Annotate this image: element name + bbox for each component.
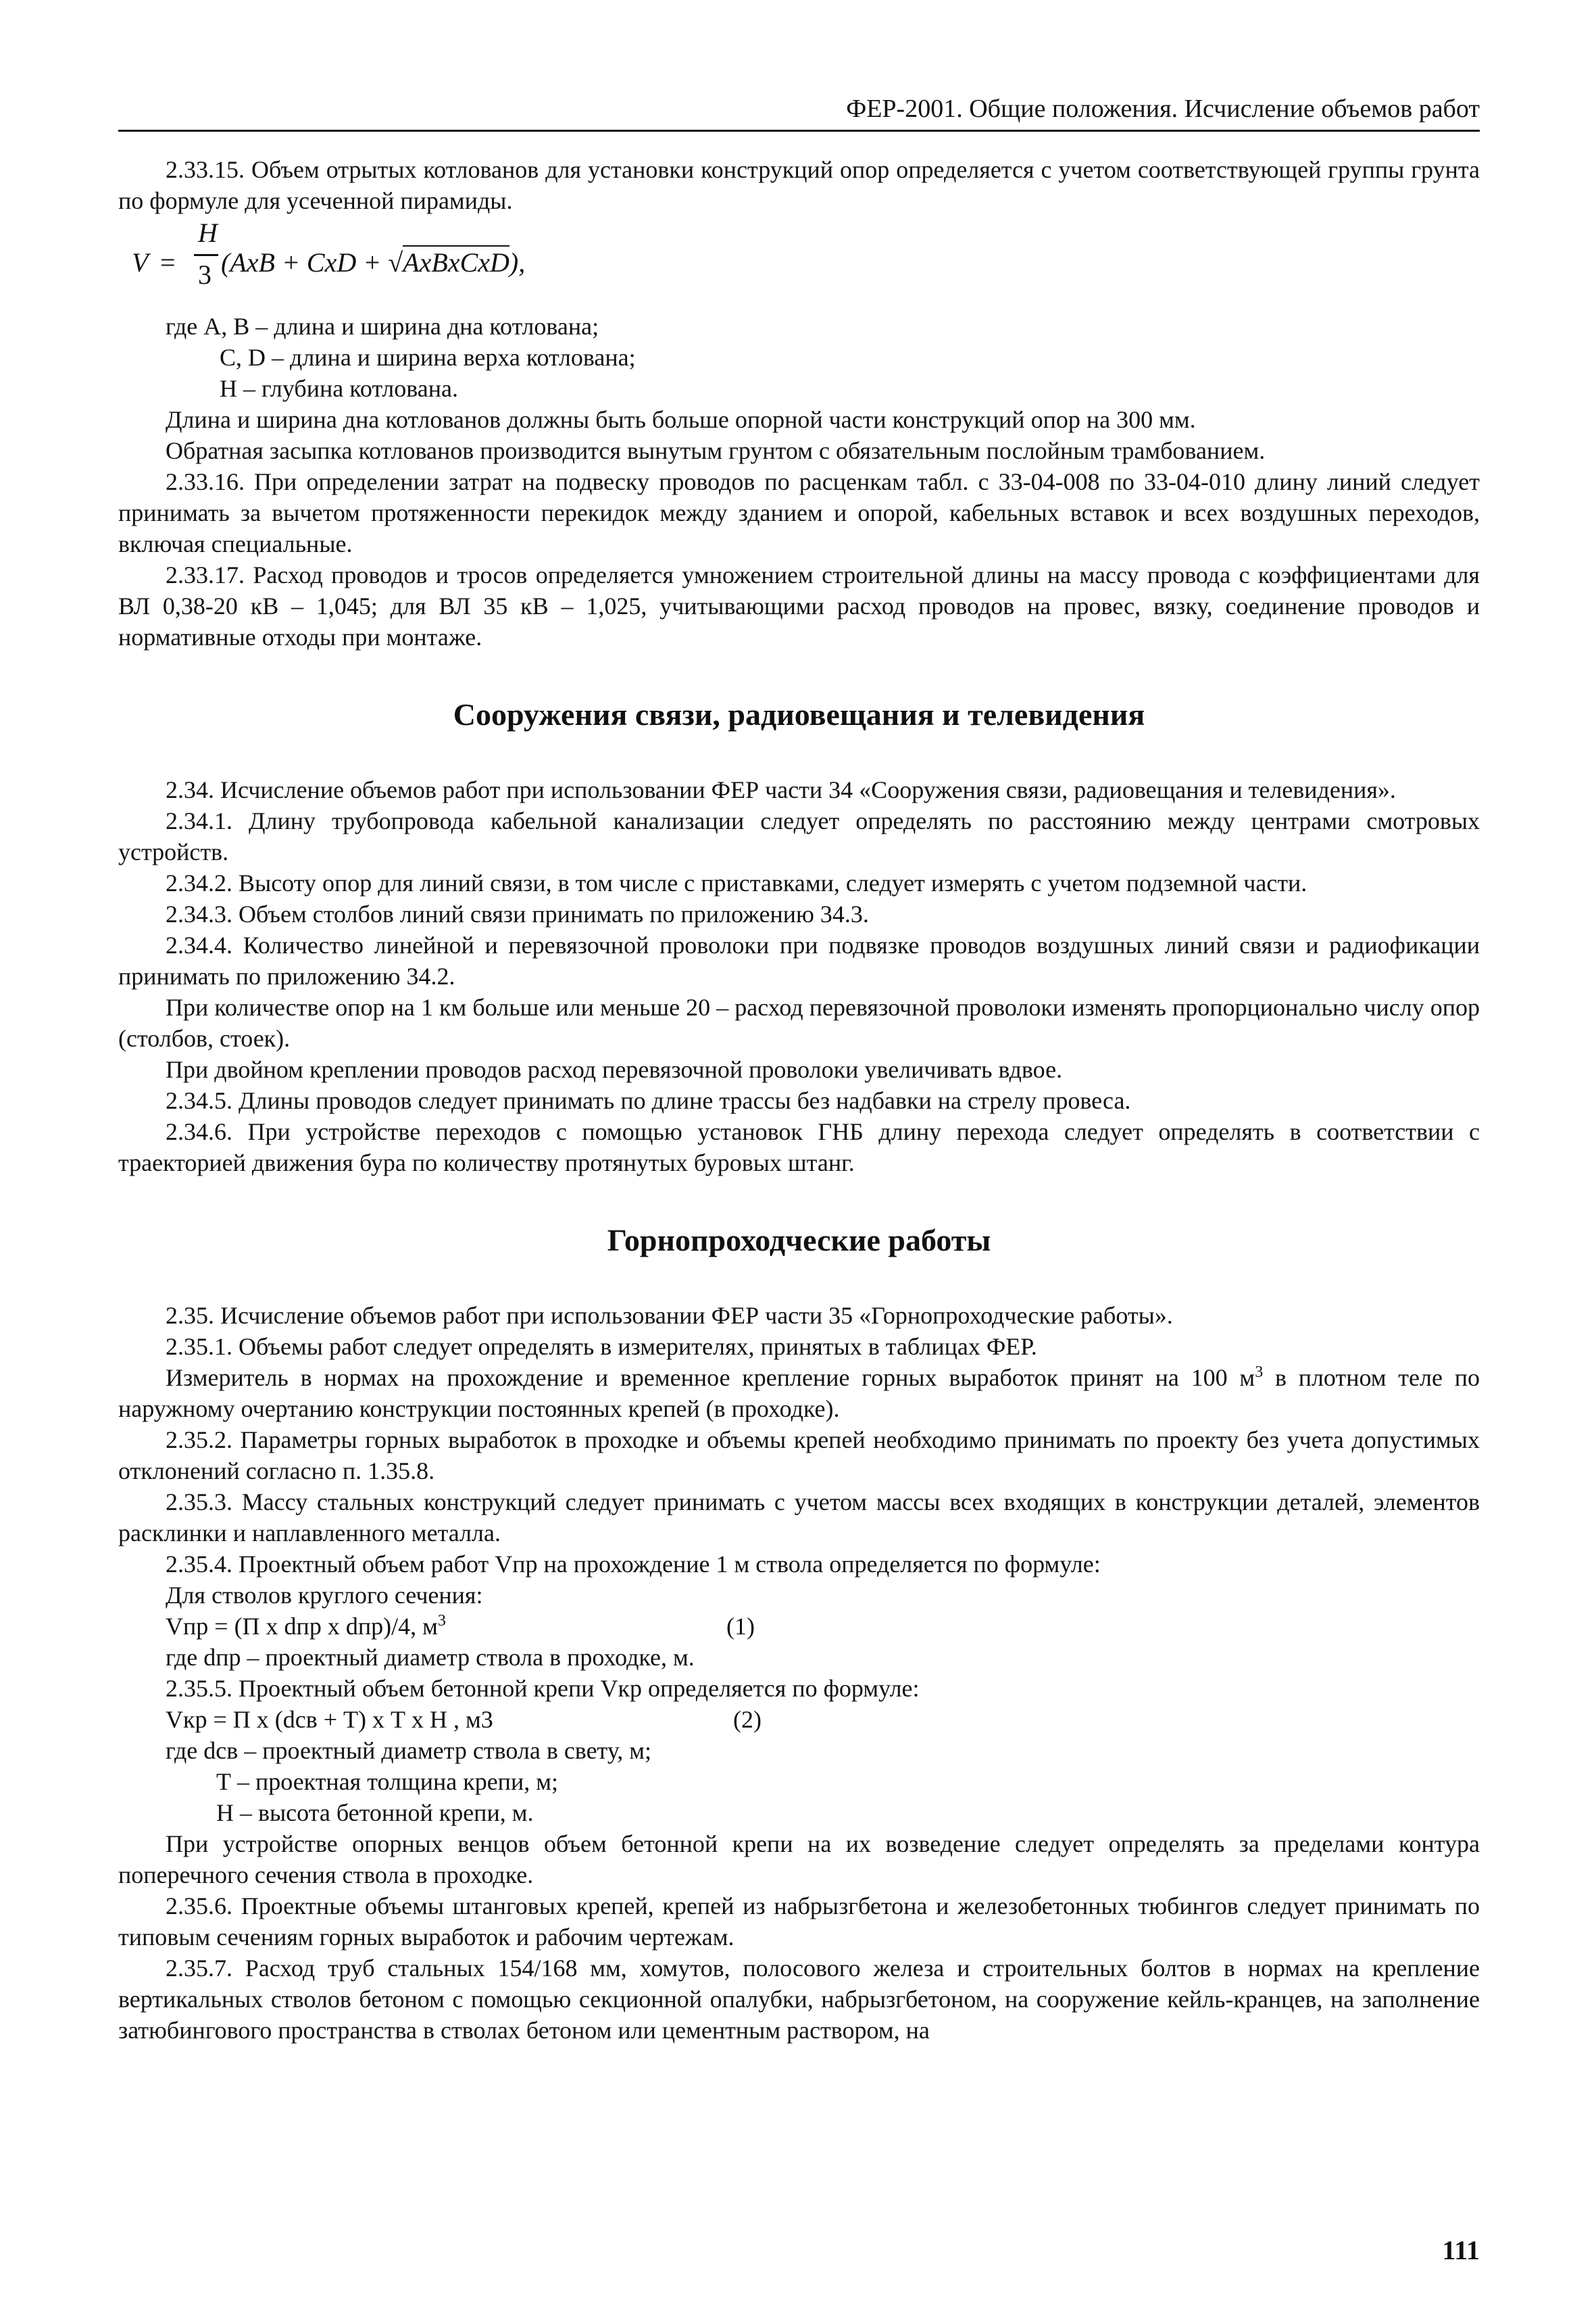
equation-1-text: Vпр = (П x dпр x dпр)/4, м xyxy=(166,1613,438,1640)
equation-1-where: где dпр – проектный диаметр ствола в проходке, м. xyxy=(166,1644,695,1671)
paragraph-2-34-1: 2.34.1. Длину трубопровода кабельной канализации следует определять по расстоянию между центрами смотровых устройств. xyxy=(118,807,1480,865)
sqrt-argument: AxBxCxD xyxy=(403,245,509,278)
where-line-h: Н – глубина котлована. xyxy=(220,375,458,402)
paragraph-meter xyxy=(118,1362,1480,1424)
formula-numerator: H xyxy=(198,218,218,248)
section-heading-communications: Сооружения связи, радиовещания и телевидения xyxy=(453,697,1145,732)
formula-v: V xyxy=(132,247,149,278)
meter-text-a: Измеритель в нормах на прохождение и временное крепление горных выработок принят на 100 м xyxy=(166,1364,1255,1391)
equation-2-where-d: где dсв – проектный диаметр ствола в свету, м; xyxy=(166,1737,651,1764)
formula-denominator: 3 xyxy=(198,259,211,290)
paragraph-2-35-5: 2.35.5. Проектный объем бетонной крепи Vкр определяется по формуле: xyxy=(166,1675,920,1702)
where-line-cd: С, D – длина и ширина верха котлована; xyxy=(220,344,636,371)
paragraph-2-35-1: 2.35.1. Объемы работ следует определять в измерителях, принятых в таблицах ФЕР. xyxy=(166,1333,1037,1360)
paragraph-2-33-16: 2.33.16. При определении затрат на подвеску проводов по расценкам табл. с 33-04-008 по 33-04-010 длину линий следует принимать за вычетом протяженности перекидок между зданием и опорой, кабельных вставок и всех воздушных переходов, включая специальные. xyxy=(118,468,1480,557)
paragraph-2-33-15: 2.33.15. Объем отрытых котлованов для установки конструкций опор определяется с учетом соответствующей группы грунта по формуле для усеченной пирамиды. xyxy=(118,156,1480,214)
header-rule xyxy=(118,130,1480,132)
paragraph-2-34-4: 2.34.4. Количество линейной и перевязочной проволоки при подвязке проводов воздушных линий связи и радиофикации принимать по приложению 34.2. xyxy=(118,932,1480,990)
meter-superscript: 3 xyxy=(1255,1363,1264,1381)
formula-body xyxy=(221,247,525,278)
paragraph-2-35-2: 2.35.2. Параметры горных выработок в проходке и объемы крепей необходимо принимать по проекту без учета допустимых отклонений согласно п. 1.35.8. xyxy=(118,1426,1480,1484)
where-line-ab: где А, В – длина и ширина дна котлована; xyxy=(166,313,599,340)
paragraph-2-34-2: 2.34.2. Высоту опор для линий связи, в том числе с приставками, следует измерять с учетом подземной части. xyxy=(166,870,1307,897)
paragraph-2-35-4: 2.35.4. Проектный объем работ Vпр на прохождение 1 м ствола определяется по формуле: xyxy=(166,1551,1101,1578)
pyramid-volume-formula xyxy=(118,218,1480,307)
paragraph-backfill: Обратная засыпка котлованов производится вынутым грунтом с обязательным послойным трамбованием. xyxy=(166,437,1266,464)
equation-1-superscript: 3 xyxy=(437,1612,446,1630)
equation-2-number: (2) xyxy=(733,1706,762,1733)
paragraph-2-33-17: 2.33.17. Расход проводов и тросов определяется умножением строительной длины на массу провода с коэффициентами для ВЛ 0,38-20 кВ – 1,045; для ВЛ 35 кВ – 1,025, учитывающими расход проводов на провес, вязку, соединение проводов и нормативные отходы при монтаже. xyxy=(118,561,1480,651)
meter-text-b: в плотном теле по наружному очертанию конструкции постоянных крепей (в проходке). xyxy=(118,1364,1480,1422)
formula-body-open: (AxB + CxD + xyxy=(221,247,389,278)
sqrt-symbol: √ xyxy=(388,247,403,278)
equation-1-number: (1) xyxy=(726,1613,755,1640)
paragraph-2-34-6: 2.34.6. При устройстве переходов с помощью установок ГНБ длину перехода следует определять в соответствии с траекторией движения бура по количеству протянутых буровых штанг. xyxy=(118,1118,1480,1176)
paragraph-2-35-3: 2.35.3. Массу стальных конструкций следует принимать с учетом массы всех входящих в конструкции деталей, элементов расклинки и наплавленного металла. xyxy=(118,1488,1480,1546)
paragraph-pit-length: Длина и ширина дна котлованов должны быть больше опорной части конструкций опор на 300 мм. xyxy=(166,406,1196,433)
paragraph-2-35-7: 2.35.7. Расход труб стальных 154/168 мм, хомутов, полосового железа и строительных болтов в нормах на крепление вертикальных стволов бетоном с помощью секционной опалубки, набрызгбетоном, на сооружение кейль-кранцев, на заполнение затюбингового пространства в стволах бетоном или цементным раствором, на xyxy=(118,1955,1480,2044)
paragraph-support-rings: При устройстве опорных венцов объем бетонной крепи на их возведение следует определять за пределами контура поперечного сечения ствола в проходке. xyxy=(118,1830,1480,1888)
fraction-bar xyxy=(194,254,218,256)
equation-1 xyxy=(118,1611,1480,1642)
paragraph-2-34-5: 2.34.5. Длины проводов следует принимать по длине трассы без надбавки на стрелу провеса. xyxy=(166,1087,1131,1114)
paragraph-support-count: При количестве опор на 1 км больше или меньше 20 – расход перевязочной проволоки изменять пропорционально числу опор (столбов, стоек). xyxy=(118,994,1480,1052)
equation-2-text: Vкр = П x (dсв + Т) x Т x Н , м3 xyxy=(166,1706,493,1733)
running-header: ФЕР-2001. Общие положения. Исчисление объемов работ xyxy=(846,95,1480,123)
paragraph-double-fastening: При двойном креплении проводов расход перевязочной проволоки увеличивать вдвое. xyxy=(166,1056,1063,1083)
paragraph-2-34-3: 2.34.3. Объем столбов линий связи принимать по приложению 34.3. xyxy=(166,901,869,928)
formula-body-close: ), xyxy=(509,247,526,278)
paragraph-2-35-6: 2.35.6. Проектные объемы штанговых крепей, крепей из набрызгбетона и железобетонных тюбингов следует принимать по типовым сечениям горных выработок и рабочим чертежам. xyxy=(118,1892,1480,1951)
section-heading-mining: Горнопроходческие работы xyxy=(607,1223,991,1257)
equation-2-where-t: Т – проектная толщина крепи, м; xyxy=(216,1768,558,1795)
paragraph-2-34: 2.34. Исчисление объемов работ при использовании ФЕР части 34 «Сооружения связи, радиовещания и телевидения». xyxy=(166,776,1396,803)
page-number: 111 xyxy=(1442,2235,1480,2265)
round-section-label: Для стволов круглого сечения: xyxy=(166,1582,483,1609)
paragraph-2-35: 2.35. Исчисление объемов работ при использовании ФЕР части 35 «Горнопроходческие работы». xyxy=(166,1302,1173,1329)
equation-2-where-h: Н – высота бетонной крепи, м. xyxy=(216,1799,534,1826)
page-content xyxy=(118,154,1480,2046)
formula-equals: = xyxy=(160,247,176,278)
equation-2 xyxy=(118,1704,1480,1735)
